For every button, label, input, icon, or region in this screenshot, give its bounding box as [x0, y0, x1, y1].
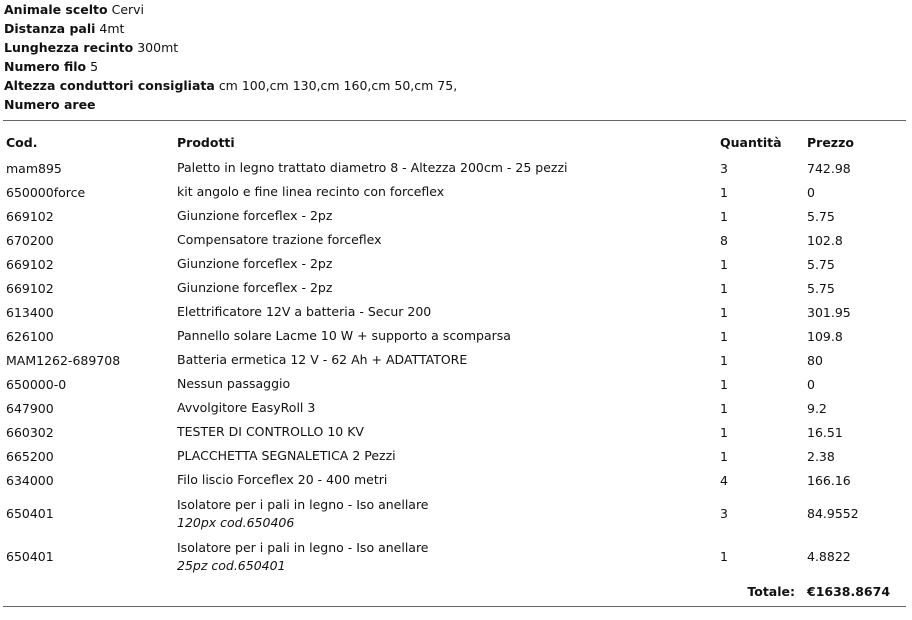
cell-code: mam895	[6, 160, 62, 176]
cell-code: 670200	[6, 232, 54, 248]
total-row	[0, 578, 906, 604]
cell-product	[177, 468, 710, 492]
cell-product	[177, 348, 710, 372]
product-name: Pannello solare Lacme 10 W + supporto a scomparsa	[177, 328, 511, 343]
info-area-count: Numero aree	[4, 97, 96, 112]
table-row	[0, 180, 906, 204]
cell-code: 669102	[6, 208, 54, 224]
cell-product	[177, 492, 710, 535]
product-name: Isolatore per i pali in legno - Iso anellare	[177, 539, 429, 555]
cell-price: 0	[807, 184, 815, 200]
cell-quantity: 1	[720, 304, 728, 320]
cell-price: 2.38	[807, 448, 835, 464]
cell-price: 5.75	[807, 280, 835, 296]
info-fence-length: Lunghezza recinto 300mt	[4, 40, 179, 55]
cell-quantity: 1	[720, 184, 728, 200]
product-name: kit angolo e fine linea recinto con forceflex	[177, 184, 445, 199]
cell-quantity: 1	[720, 328, 728, 344]
cell-product	[177, 156, 710, 180]
cell-price: 16.51	[807, 424, 843, 440]
table-row	[0, 396, 906, 420]
product-name: Elettrificatore 12V a batteria - Secur 200	[177, 304, 432, 319]
cell-price: 80	[807, 352, 823, 368]
product-name: Isolatore per i pali in legno - Iso anellare	[177, 496, 429, 512]
cell-code: 647900	[6, 400, 54, 416]
cell-quantity: 1	[720, 376, 728, 392]
product-name: Paletto in legno trattato diametro 8 - Altezza 200cm - 25 pezzi	[177, 160, 568, 175]
cell-code: 669102	[6, 256, 54, 272]
cell-quantity: 3	[720, 160, 728, 176]
header-price: Prezzo	[807, 134, 854, 150]
cell-product	[177, 204, 710, 228]
cell-product	[177, 276, 710, 300]
product-name: Nessun passaggio	[177, 376, 291, 391]
cell-price: 9.2	[807, 400, 827, 416]
bottom-divider	[3, 606, 906, 607]
total-value: €1638.8674	[807, 583, 891, 599]
cell-quantity: 1	[720, 208, 728, 224]
table-row	[0, 348, 906, 372]
table-row	[0, 372, 906, 396]
cell-code: 650000-0	[6, 376, 67, 392]
info-wire-count: Numero filo 5	[4, 59, 99, 74]
fence-info	[4, 0, 457, 114]
cell-code: 613400	[6, 304, 54, 320]
total-label: Totale:	[747, 583, 795, 599]
cell-quantity: 1	[720, 549, 728, 564]
table-header-row	[0, 128, 906, 156]
cell-product	[177, 300, 710, 324]
cell-quantity: 1	[720, 256, 728, 272]
cell-price: 0	[807, 376, 815, 392]
cell-code: MAM1262-689708	[6, 352, 121, 368]
cell-quantity: 8	[720, 232, 728, 248]
cell-price: 109.8	[807, 328, 843, 344]
top-divider	[3, 120, 906, 121]
table-row	[0, 252, 906, 276]
header-quantity: Quantità	[720, 134, 782, 150]
table-row	[0, 492, 906, 535]
product-note: 120px cod.650406	[177, 514, 295, 530]
product-note: 25pz cod.650401	[177, 557, 286, 573]
cell-code: 626100	[6, 328, 54, 344]
product-name: TESTER DI CONTROLLO 10 KV	[177, 424, 364, 439]
cell-code: 665200	[6, 448, 54, 464]
table-row	[0, 276, 906, 300]
product-name: Compensatore trazione forceflex	[177, 232, 382, 247]
cell-code: 660302	[6, 424, 54, 440]
cell-code: 650401	[6, 506, 54, 521]
product-name: Avvolgitore EasyRoll 3	[177, 400, 316, 415]
cell-quantity: 1	[720, 280, 728, 296]
cell-code: 650401	[6, 549, 54, 564]
info-conductor-height: Altezza conduttori consigliata cm 100,cm 130,cm 160,cm 50,cm 75,	[4, 78, 458, 93]
cell-product	[177, 535, 710, 578]
cell-price: 166.16	[807, 472, 851, 488]
info-animal: Animale scelto Cervi	[4, 2, 145, 17]
cell-product	[177, 372, 710, 396]
cell-price: 301.95	[807, 304, 851, 320]
cell-product	[177, 324, 710, 348]
cell-product	[177, 396, 710, 420]
cell-product	[177, 444, 710, 468]
cell-price: 742.98	[807, 160, 851, 176]
table-row	[0, 444, 906, 468]
info-post-distance: Distanza pali 4mt	[4, 21, 125, 36]
cell-price: 5.75	[807, 256, 835, 272]
table-row	[0, 204, 906, 228]
cell-product	[177, 228, 710, 252]
table-row	[0, 156, 906, 180]
cell-price: 4.8822	[807, 549, 851, 564]
table-row	[0, 228, 906, 252]
cell-product	[177, 252, 710, 276]
cell-code: 669102	[6, 280, 54, 296]
product-name: Batteria ermetica 12 V - 62 Ah + ADATTATORE	[177, 352, 468, 367]
product-name: Giunzione forceflex - 2pz	[177, 256, 333, 271]
product-name: Giunzione forceflex - 2pz	[177, 280, 333, 295]
cell-quantity: 4	[720, 472, 728, 488]
header-product: Prodotti	[177, 134, 235, 150]
cell-product	[177, 420, 710, 444]
cell-quantity: 1	[720, 448, 728, 464]
products-table	[0, 128, 906, 604]
cell-code: 634000	[6, 472, 54, 488]
table-row	[0, 420, 906, 444]
cell-quantity: 1	[720, 424, 728, 440]
table-row	[0, 324, 906, 348]
table-row	[0, 300, 906, 324]
product-name: Giunzione forceflex - 2pz	[177, 208, 333, 223]
table-row	[0, 535, 906, 578]
cell-price: 5.75	[807, 208, 835, 224]
header-code: Cod.	[6, 134, 38, 150]
cell-price: 102.8	[807, 232, 843, 248]
cell-price: 84.9552	[807, 506, 859, 521]
product-name: Filo liscio Forceflex 20 - 400 metri	[177, 472, 388, 487]
cell-quantity: 1	[720, 352, 728, 368]
cell-code: 650000force	[6, 184, 86, 200]
table-row	[0, 468, 906, 492]
cell-product	[177, 180, 710, 204]
cell-quantity: 3	[720, 506, 728, 521]
cell-quantity: 1	[720, 400, 728, 416]
product-name: PLACCHETTA SEGNALETICA 2 Pezzi	[177, 448, 396, 463]
